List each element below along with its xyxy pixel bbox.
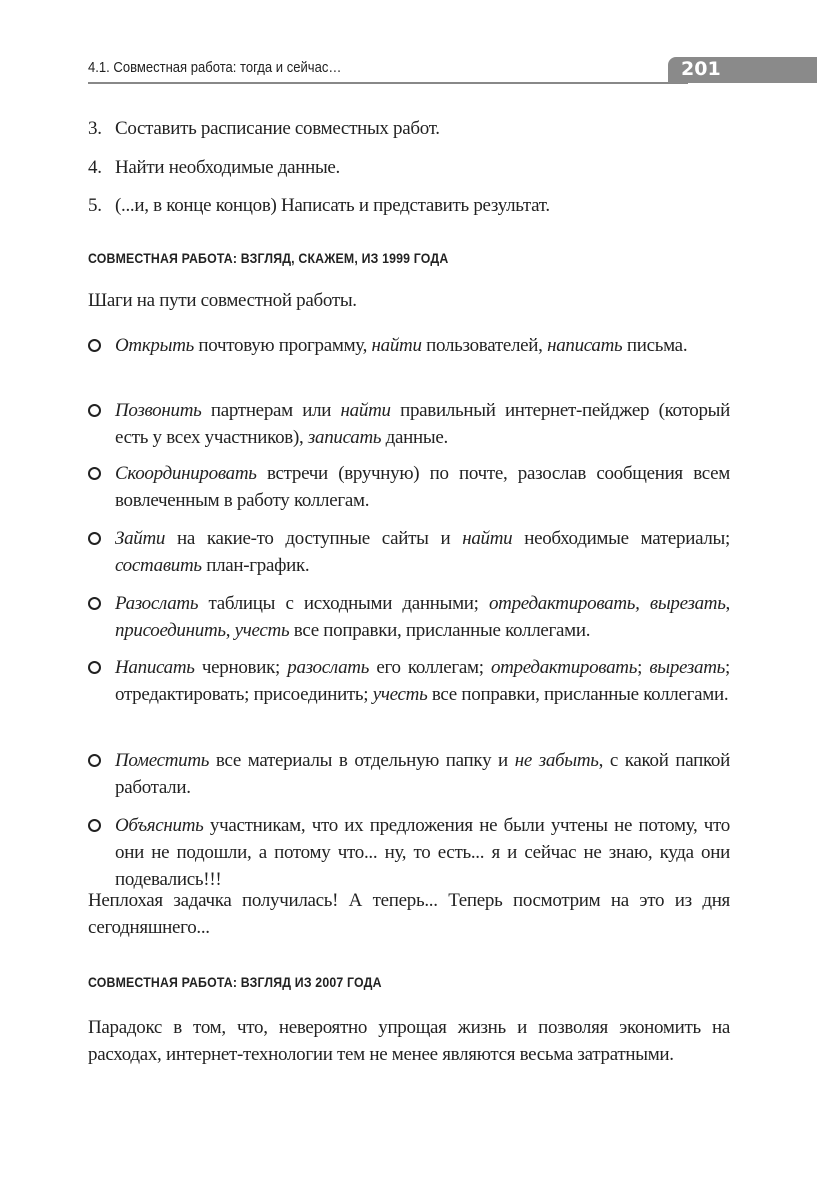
page-number: 201 bbox=[681, 58, 721, 80]
emphasized-verb: разослать bbox=[287, 657, 370, 678]
emphasized-verb: отредактировать, вырезать bbox=[488, 593, 726, 614]
header-rule bbox=[88, 82, 688, 84]
item-number: 3. bbox=[88, 118, 102, 139]
emphasized-verb: Написать bbox=[115, 657, 195, 678]
numbered-item bbox=[88, 115, 730, 142]
section-heading: СОВМЕСТНАЯ РАБОТА: ВЗГЛЯД ИЗ 2007 ГОДА bbox=[88, 974, 382, 990]
outro-paragraph: Неплохая задачка получилась! А теперь... Теперь посмотрим на это из дня сегодняшнего... bbox=[88, 890, 730, 938]
bullet-text: пользователей, bbox=[421, 335, 548, 356]
emphasized-verb: не забыть bbox=[514, 750, 599, 771]
bullet-item bbox=[88, 332, 730, 359]
emphasized-verb: вырезать bbox=[649, 657, 726, 678]
item-text: (...и, в конце концов) Написать и представить результат. bbox=[115, 195, 550, 216]
circle-bullet-icon bbox=[88, 819, 101, 832]
emphasized-verb: учесть bbox=[372, 684, 428, 705]
emphasized-verb: составить bbox=[115, 555, 202, 576]
bullet-item bbox=[88, 747, 730, 801]
bullet-item bbox=[88, 654, 730, 708]
bullet-item bbox=[88, 590, 730, 644]
bullet-text: участникам, что их предложения не были учтены не потому, что они не подошли, а потому что... ну, то есть... я и сейчас не знаю, куда они подевались!!! bbox=[115, 815, 730, 890]
bullet-text: партнерам или bbox=[201, 400, 341, 421]
circle-bullet-icon bbox=[88, 339, 101, 352]
emphasized-verb: найти bbox=[371, 335, 422, 356]
item-number: 5. bbox=[88, 195, 102, 216]
bullet-text: ; bbox=[637, 657, 650, 678]
circle-bullet-icon bbox=[88, 754, 101, 767]
bullet-text: данные. bbox=[381, 427, 448, 448]
bullet-text: на какие-то доступные сайты и bbox=[165, 528, 463, 549]
emphasized-verb: найти bbox=[340, 400, 391, 421]
emphasized-verb: Зайти bbox=[115, 528, 166, 549]
bullet-item bbox=[88, 397, 730, 451]
running-header: 4.1. Совместная работа: тогда и сейчас… bbox=[88, 60, 342, 76]
bullet-text: встречи (вручную) по почте, разослав сообщения всем вовлеченным в работу коллегам. bbox=[115, 463, 730, 511]
emphasized-verb: написать bbox=[547, 335, 623, 356]
emphasized-verb: Открыть bbox=[115, 335, 194, 356]
circle-bullet-icon bbox=[88, 404, 101, 417]
intro-paragraph: Шаги на пути совместной работы. bbox=[88, 290, 357, 311]
bullet-text: , с какой папкой работали. bbox=[115, 750, 730, 798]
item-text: Составить расписание совместных работ. bbox=[115, 118, 440, 139]
bullet-text: черновик; bbox=[194, 657, 288, 678]
bullet-item bbox=[88, 525, 730, 579]
emphasized-verb: Скоординировать bbox=[115, 463, 257, 484]
emphasized-verb: учесть bbox=[234, 620, 290, 641]
bullet-item bbox=[88, 812, 730, 893]
numbered-item bbox=[88, 154, 730, 181]
bullet-text: правильный интернет-пейджер (который есть у всех участников), bbox=[115, 400, 730, 448]
emphasized-verb: Разослать bbox=[115, 593, 199, 614]
emphasized-verb: Поместить bbox=[115, 750, 210, 771]
item-number: 4. bbox=[88, 157, 102, 178]
section-heading: СОВМЕСТНАЯ РАБОТА: ВЗГЛЯД, СКАЖЕМ, ИЗ 1999 ГОДА bbox=[88, 250, 449, 266]
bullet-text: все поправки, присланные коллегами. bbox=[289, 620, 591, 641]
body-paragraph: Парадокс в том, что, невероятно упрощая жизнь и позволяя экономить на расходах, интернет-технологии тем не менее являются весьма затратными. bbox=[88, 1017, 730, 1065]
bullet-text: , bbox=[725, 593, 730, 614]
bullet-text: ; отредактировать; присоединить; bbox=[115, 657, 730, 705]
circle-bullet-icon bbox=[88, 532, 101, 545]
emphasized-verb: найти bbox=[462, 528, 513, 549]
numbered-item bbox=[88, 192, 730, 219]
bullet-text: все материалы в отдельную папку и bbox=[209, 750, 515, 771]
bullet-item bbox=[88, 460, 730, 514]
emphasized-verb: отредактировать bbox=[490, 657, 638, 678]
bullet-text: таблицы с исходными данными; bbox=[198, 593, 489, 614]
bullet-text: необходимые материалы; bbox=[512, 528, 730, 549]
bullet-text: почтовую программу, bbox=[193, 335, 372, 356]
bullet-text: план-график. bbox=[201, 555, 310, 576]
bullet-text: , bbox=[225, 620, 235, 641]
bullet-text: письма. bbox=[622, 335, 688, 356]
circle-bullet-icon bbox=[88, 597, 101, 610]
item-text: Найти необходимые данные. bbox=[115, 157, 341, 178]
bullet-text: его коллегам; bbox=[369, 657, 491, 678]
circle-bullet-icon bbox=[88, 467, 101, 480]
emphasized-verb: присоединить bbox=[115, 620, 226, 641]
emphasized-verb: записать bbox=[307, 427, 382, 448]
emphasized-verb: Объяснить bbox=[115, 815, 204, 836]
circle-bullet-icon bbox=[88, 661, 101, 674]
bullet-text: все поправки, присланные коллегами. bbox=[427, 684, 729, 705]
emphasized-verb: Позвонить bbox=[115, 400, 202, 421]
